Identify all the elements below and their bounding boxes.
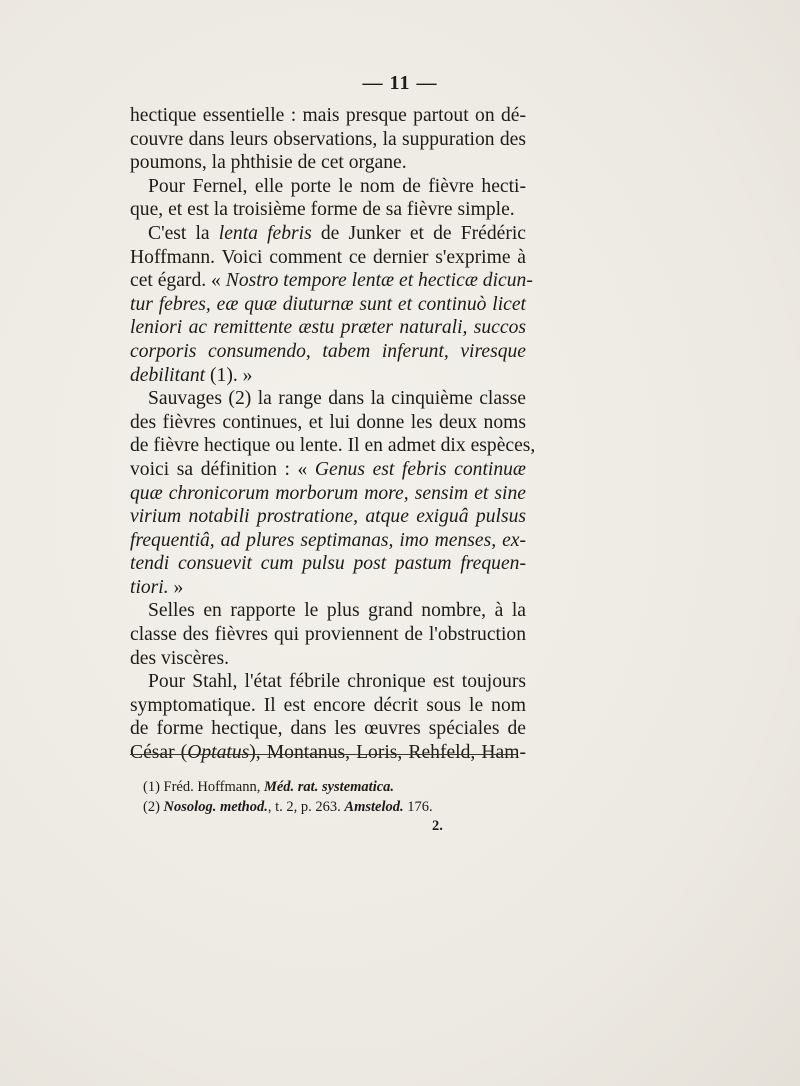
footnotes: [143, 777, 523, 817]
text-line: [130, 246, 526, 270]
italic-text: Méd. rat. systematica.: [263, 779, 395, 795]
italic-text: Optatus: [187, 742, 250, 764]
text-run: couvre dans leurs observations, la suppuration des: [130, 128, 526, 150]
text-line: [130, 647, 526, 671]
text-line: [130, 458, 526, 482]
italic-text: Amstelod.: [344, 799, 404, 815]
text-run: poumons, la phthisie de cet organe.: [130, 152, 407, 174]
text-run: César (: [130, 742, 188, 764]
text-run: Pour Fernel, elle porte le nom de fièvre hecti-: [148, 175, 526, 197]
page-number: — 11 —: [362, 72, 438, 94]
text-run: Pour Stahl, l'état fébrile chronique est toujours: [148, 671, 526, 693]
italic-text: Nosolog. method.: [163, 799, 268, 815]
italic-text: tiori.: [130, 576, 169, 598]
footnote: [143, 777, 523, 797]
text-run: cet égard. «: [130, 270, 226, 292]
italic-text: frequentiâ, ad plures septimanas, imo menses, ex-: [130, 529, 526, 551]
text-run: Selles en rapporte le plus grand nombre, à la: [148, 600, 526, 622]
italic-text: tendi consuevit cum pulsu post pastum frequen-: [130, 553, 526, 575]
text-run: Hoffmann. Voici comment ce dernier s'exprime à: [130, 246, 526, 268]
italic-text: Nostro tempore lentæ et hecticæ dicun-: [225, 270, 533, 292]
text-line: [130, 269, 533, 293]
text-line: [130, 222, 526, 246]
italic-text: lenta febris: [218, 222, 312, 244]
text-run: 176.: [403, 799, 433, 815]
text-line: [130, 151, 526, 175]
text-run: Sauvages (2) la range dans la cinquième classe: [148, 388, 526, 410]
text-line: [130, 104, 526, 128]
text-run: ), Montanus, Loris, Rehfeld, Ham-: [249, 742, 526, 764]
italic-text: leniori ac remittente æstu præter naturali, succos: [130, 317, 526, 339]
italic-text: corporis consumendo, tabem inferunt, viresque: [130, 340, 526, 362]
text-line: [130, 623, 526, 647]
text-line: [130, 198, 526, 222]
footnote: [143, 797, 523, 817]
text-line: [130, 128, 526, 152]
text-line: [130, 387, 526, 411]
footnote-rule: [130, 754, 518, 755]
text-line: [130, 670, 526, 694]
text-run: classe des fièvres qui proviennent de l'obstruction: [130, 624, 526, 646]
text-run: (2): [143, 799, 164, 815]
italic-text: tur febres, eæ quæ diuturnæ sunt et continuò licet: [130, 293, 526, 315]
text-line: [130, 694, 526, 718]
text-run: que, et est la troisième forme de sa fièvre simple.: [130, 199, 515, 221]
text-run: symptomatique. Il est encore décrit sous le nom: [130, 694, 526, 716]
text-run: de forme hectique, dans les œuvres spéciales de: [130, 718, 526, 740]
text-run: C'est la: [148, 222, 219, 244]
text-run: hectique essentielle : mais presque partout on dé-: [130, 105, 526, 126]
text-line: [130, 717, 526, 741]
text-run: voici sa définition : «: [130, 458, 315, 480]
text-run: de fièvre hectique ou lente. Il en admet dix espèces,: [130, 435, 536, 457]
body-text: [130, 104, 536, 765]
italic-text: Genus est febris continuæ: [314, 458, 526, 480]
text-line: [130, 293, 526, 317]
text-run: des viscères.: [130, 647, 230, 669]
text-line: [130, 505, 526, 529]
signature-mark: 2.: [432, 818, 443, 834]
italic-text: virium notabili prostratione, atque exiguâ pulsus: [130, 506, 526, 528]
text-line: [130, 599, 526, 623]
text-line: [130, 482, 526, 506]
text-line: [130, 576, 526, 600]
text-line: [130, 552, 526, 576]
text-line: [130, 741, 526, 765]
text-line: [130, 529, 526, 553]
text-line: [130, 434, 536, 458]
text-line: [130, 340, 526, 364]
text-run: (1). »: [205, 364, 253, 386]
text-line: [130, 316, 526, 340]
italic-text: quæ chronicorum morborum more, sensim et sine: [130, 482, 526, 504]
text-run: des fièvres continues, et lui donne les deux noms: [130, 411, 526, 433]
text-line: [130, 175, 526, 199]
italic-text: debilitant: [130, 364, 206, 386]
text-run: (1) Fréd. Hoffmann,: [143, 779, 264, 795]
text-line: [130, 411, 526, 435]
text-line: [130, 364, 526, 388]
text-run: , t. 2, p. 263.: [267, 799, 345, 815]
text-run: de Junker et de Frédéric: [311, 222, 526, 244]
text-run: »: [168, 576, 184, 598]
